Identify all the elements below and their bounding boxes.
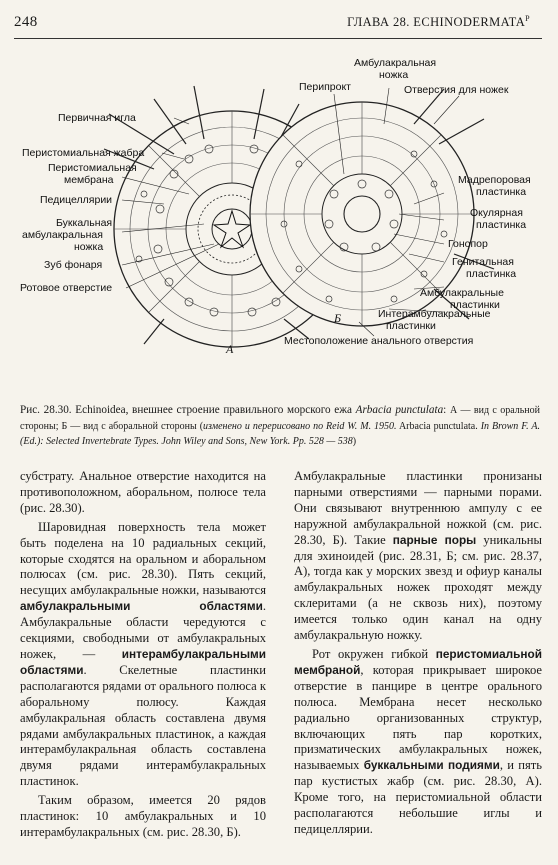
sea-urchin-illustration xyxy=(14,44,544,400)
page-number: 248 xyxy=(14,14,38,30)
label-peristomial-gill: Перистомиальная жабра xyxy=(22,147,145,159)
label-peristomial-membrane: Перистомиальная xyxy=(48,162,137,174)
label-primary-spine: Первичная игла xyxy=(58,112,136,124)
label-madreporic-2: пластинка xyxy=(476,186,527,198)
figure-caption: Рис. 28.30. Echinoidea, внешнее строение правильного морского ежа Arbacia punctulata: А — вид с оральной стороны; Б — вид с аборальной стороны (изменено и перерисовано по Reid W. M. 1950. Arbacia punctulata. In Brown F. A. (Ed.): Selected Invertebrate Types. John Wiley and Sons, New York. Pp. 528 — 538) xyxy=(20,404,541,447)
paragraph: субстрату. Анальное отверстие находится на противоположном, аборальном, полюсе тела (рис. 28.30). xyxy=(20,469,266,515)
label-periproct: Перипрокт xyxy=(299,81,351,93)
label-tube-foot: Амбулакральная xyxy=(354,57,437,69)
label-gonopore: Гонопор xyxy=(448,238,488,250)
running-title: ГЛАВА 28. $ECHINODERMATA^P$ xyxy=(347,14,530,30)
label-genital: Генитальная xyxy=(452,256,514,268)
label-buccal-3: ножка xyxy=(74,241,104,253)
paragraph: Шаровидная поверхность тела может быть поделена на 10 радиальных секций, которые сходятся на оральном и аборальном полюсах (см. рис. 28.30). Пять секций, несущих амбулакральные ножки, называются амбулакральными областями. Амбулакральные области чередуются с секциями, свободными от амбулакральных ножек, — интерамбулакральными областями. Скелетные пластинки располагаются рядами от орального полюса к аборальному полюсу. Каждая амбулакральная область составлена двумя рядами амбулакральных пластинок, а каждая интерамбулакральная область составлена двумя рядами интерамбулакральных пластинок. xyxy=(20,519,266,789)
label-foot-pores: Отверстия для ножек xyxy=(404,84,509,96)
figure-28-30 xyxy=(14,44,544,400)
right-column xyxy=(294,469,542,838)
label-genital-2: пластинка xyxy=(466,268,517,280)
label-buccal-2: амбулакральная xyxy=(22,229,103,241)
paragraph: Рот окружен гибкой перистомиальной мембраной, которая прикрывает широкое отверстие в панцире в центре орального полюса. Мембрана несет несколько радиально организованных структур, включающих пять пар коротких, призматических амбулакральных ножек, называемых буккальными подиями, и пять пар кустистых жабр (см. рис. 28.30, А). Кроме того, на перистомиальной области располагаются небольшие иглы и педицеллярии. xyxy=(294,646,542,836)
label-peristomial-membrane-2: мембрана xyxy=(64,174,114,186)
label-interambulacral-2: пластинки xyxy=(386,320,436,332)
left-column xyxy=(20,469,266,841)
label-ocular-2: пластинка xyxy=(476,219,527,231)
label-madreporic: Мадрепоровая xyxy=(458,174,531,186)
label-anal-site: Местоположение анального отверстия xyxy=(284,335,474,347)
label-lantern-tooth: Зуб фонаря xyxy=(44,259,103,271)
label-buccal: Буккальная xyxy=(56,217,113,229)
page-header xyxy=(14,14,544,38)
label-pedicellariae: Педицеллярии xyxy=(40,194,113,206)
panel-b-label: Б xyxy=(334,311,342,325)
label-ocular: Окулярная xyxy=(470,207,523,219)
label-ambulacral-plates: Амбулакральные xyxy=(420,287,504,299)
paragraph: Амбулакральные пластинки пронизаны парными отверстиями — парными порами. Они связывают внутреннюю ампулу с ее наружной амбулакральной ножкой (см. рис. 28.30, Б). Такие парные поры уникальны для эхиноидей (рис. 28.31, Б; см. рис. 28.37, А), тогда как у морских звезд и офиур каналы амбулакральных ножек проходят между склеритами (а не сквозь них), поэтому имеется только один канал на одну амбулакральную ножку. xyxy=(294,469,542,643)
label-mouth: Ротовое отверстие xyxy=(20,282,113,294)
label-ambulacral-plates-2: пластинки xyxy=(450,299,500,311)
paragraph: Таким образом, имеется 20 рядов пластинок: 10 амбулакральных и 10 интерамбулакральных (см. рис. 28.30, Б). xyxy=(20,793,266,839)
panel-a-label: А xyxy=(226,342,234,356)
label-tube-foot-2: ножка xyxy=(379,69,409,81)
header-rule xyxy=(14,38,542,39)
label-interambulacral: Интерамбулакральные xyxy=(378,308,491,320)
